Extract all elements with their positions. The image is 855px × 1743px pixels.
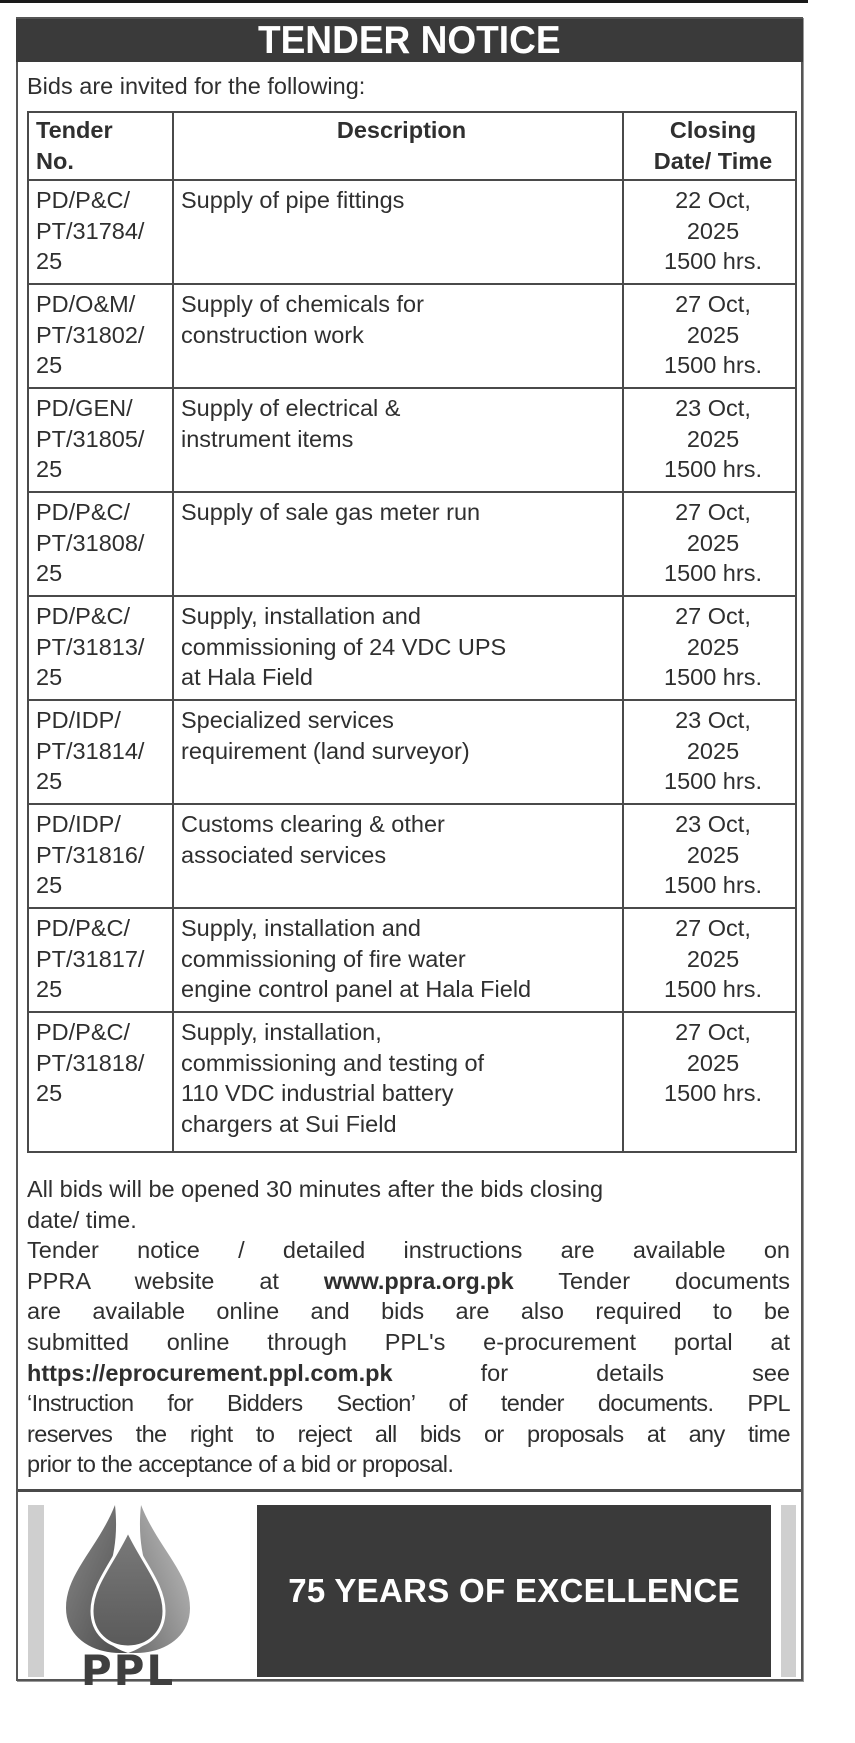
closing-date-cell — [623, 284, 796, 388]
opening-note-line: date/ time. — [27, 1206, 137, 1233]
header-tender-no — [28, 112, 173, 180]
header-closing-line: Date/ Time — [653, 147, 773, 174]
closing-date-cell — [623, 492, 796, 596]
instructions-line: reserves the right to reject all bids or proposals at any time — [27, 1420, 790, 1447]
closing-date-line: 2025 — [686, 633, 740, 660]
description-cell — [173, 1012, 623, 1152]
closing-date-line: 27 Oct, — [675, 499, 751, 525]
tender-number-line: PD/IDP/ — [36, 707, 121, 733]
description-line: requirement (land surveyor) — [181, 737, 470, 764]
tender-number-line: PT/31784/ — [36, 217, 145, 244]
table-row — [28, 492, 796, 596]
tender-number-line: PD/P&C/ — [36, 499, 131, 525]
header-tender-no-line: Tender — [36, 117, 113, 143]
description-line: 110 VDC industrial battery — [181, 1080, 454, 1106]
tender-number-line: 25 — [36, 872, 63, 898]
header-description-line: Description — [336, 117, 467, 143]
description-cell — [173, 180, 623, 284]
tender-number-line: PD/P&C/ — [36, 1019, 131, 1045]
tender-number-cell — [28, 180, 173, 284]
closing-date-line: 2025 — [686, 529, 740, 556]
tender-number-line: PD/P&C/ — [36, 187, 131, 213]
description-line: Supply, installation and — [181, 603, 421, 629]
logo-text: PPL — [80, 1651, 176, 1691]
closing-date-line: 2025 — [686, 217, 740, 244]
closing-date-cell — [623, 388, 796, 492]
tender-number-line: 25 — [36, 664, 63, 690]
anniversary-banner — [257, 1505, 771, 1677]
description-cell — [173, 388, 623, 492]
description-line: Supply of electrical & — [181, 395, 401, 421]
tender-number-line: 25 — [36, 352, 63, 378]
closing-date-line: 2025 — [686, 945, 740, 972]
closing-date-line: 2025 — [686, 737, 740, 764]
closing-date-line: 1500 hrs. — [664, 976, 762, 1002]
ppl-wordmark — [58, 1651, 198, 1691]
closing-date-line: 27 Oct, — [675, 291, 751, 317]
table-row — [28, 700, 796, 804]
tender-number-line: 25 — [36, 456, 63, 482]
description-line: Supply of pipe fittings — [181, 187, 405, 213]
closing-date-cell — [623, 1012, 796, 1152]
instructions-line — [27, 1358, 790, 1389]
tender-notice-box — [16, 17, 803, 1691]
closing-date-line: 1500 hrs. — [664, 768, 762, 794]
tender-number-line: PD/GEN/ — [36, 395, 133, 421]
description-line: at Hala Field — [181, 664, 313, 690]
tender-number-line: PT/31805/ — [36, 425, 145, 452]
eprocurement-link[interactable]: https://eprocurement.ppl.com.pk — [27, 1359, 393, 1386]
description-line: chargers at Sui Field — [181, 1110, 397, 1137]
tender-number-cell — [28, 804, 173, 908]
table-row — [28, 596, 796, 700]
tender-number-cell — [28, 700, 173, 804]
description-line: Supply, installation, — [181, 1019, 382, 1045]
tender-number-line: PD/P&C/ — [36, 603, 131, 629]
closing-date-line: 1500 hrs. — [664, 456, 762, 482]
description-line: associated services — [181, 841, 387, 868]
instructions-line: prior to the acceptance of a bid or proposal. — [27, 1451, 454, 1478]
ppl-logo — [58, 1503, 198, 1691]
tender-number-cell — [28, 596, 173, 700]
table-header-row — [28, 112, 796, 180]
description-line: engine control panel at Hala Field — [181, 976, 532, 1002]
tender-number-line: PT/31808/ — [36, 529, 145, 556]
description-line: commissioning of 24 VDC UPS — [181, 633, 507, 660]
left-grey-bar — [28, 1505, 44, 1677]
closing-date-line: 23 Oct, — [675, 811, 751, 837]
closing-date-line: 2025 — [686, 321, 740, 348]
instructions-text: for details see — [480, 1359, 790, 1386]
instructions-line — [27, 1266, 790, 1297]
page-title: TENDER NOTICE — [258, 19, 561, 62]
header-closing-date — [623, 112, 796, 180]
description-line: Specialized services — [181, 707, 394, 733]
tender-number-line: PT/31817/ — [36, 945, 145, 972]
closing-date-line: 2025 — [686, 841, 740, 868]
table-row — [28, 180, 796, 284]
tender-number-cell — [28, 388, 173, 492]
closing-date-line: 27 Oct, — [675, 1019, 751, 1045]
description-line: Supply, installation and — [181, 915, 421, 941]
tender-number-cell — [28, 1012, 173, 1152]
closing-date-line: 1500 hrs. — [664, 248, 762, 274]
right-grey-bar — [781, 1505, 796, 1677]
closing-date-line: 1500 hrs. — [664, 664, 762, 690]
header-tender-no-line: No. — [36, 147, 74, 174]
closing-date-line: 23 Oct, — [675, 707, 751, 733]
description-line: commissioning and testing of — [181, 1049, 485, 1076]
tender-number-line: 25 — [36, 768, 63, 794]
header-description — [173, 112, 623, 180]
instructions-line: Tender notice / detailed instructions are available on — [27, 1237, 790, 1264]
tender-number-line: PT/31814/ — [36, 737, 145, 764]
description-line: Supply of chemicals for — [181, 291, 424, 317]
closing-date-line: 1500 hrs. — [664, 560, 762, 586]
tender-number-cell — [28, 284, 173, 388]
description-cell — [173, 596, 623, 700]
closing-date-line: 1500 hrs. — [664, 1080, 762, 1106]
closing-date-cell — [623, 908, 796, 1012]
description-cell — [173, 908, 623, 1012]
banner-text: 75 YEARS OF EXCELLENCE — [288, 1572, 740, 1609]
section-divider — [18, 1489, 801, 1492]
tender-number-line: PT/31802/ — [36, 321, 145, 348]
table-row — [28, 1012, 796, 1152]
table-row — [28, 388, 796, 492]
description-cell — [173, 804, 623, 908]
instructions-line: are available online and bids are also required to be — [27, 1298, 790, 1325]
tender-number-line: 25 — [36, 560, 63, 586]
description-line: commissioning of fire water — [181, 945, 466, 972]
tender-number-line: PD/IDP/ — [36, 811, 121, 837]
closing-date-line: 2025 — [686, 1049, 740, 1076]
title-bar — [16, 17, 803, 62]
description-line: construction work — [181, 321, 364, 348]
table-row — [28, 804, 796, 908]
closing-date-cell — [623, 596, 796, 700]
instructions-line: ‘Instruction for Bidders Section’ of tender documents. PPL — [27, 1390, 790, 1417]
opening-note-line: All bids will be opened 30 minutes after the bids closing — [27, 1176, 604, 1202]
tender-number-line: 25 — [36, 248, 63, 274]
description-line: Customs clearing & other — [181, 811, 445, 837]
notes-block — [27, 1174, 790, 1480]
closing-date-line: 1500 hrs. — [664, 352, 762, 378]
closing-date-cell — [623, 804, 796, 908]
ppra-link[interactable]: www.ppra.org.pk — [323, 1267, 514, 1294]
description-line: instrument items — [181, 425, 354, 452]
instructions-line: submitted online through PPL's e-procurement portal at — [27, 1328, 790, 1355]
intro-text: Bids are invited for the following: — [27, 73, 366, 99]
tender-number-line: PT/31813/ — [36, 633, 145, 660]
tender-number-cell — [28, 492, 173, 596]
tender-number-line: PD/O&M/ — [36, 291, 136, 317]
tender-number-line: 25 — [36, 976, 63, 1002]
closing-date-cell — [623, 180, 796, 284]
closing-date-line: 27 Oct, — [675, 603, 751, 629]
closing-date-line: 1500 hrs. — [664, 872, 762, 898]
instructions-text: PPRA website at — [27, 1267, 279, 1294]
tender-number-line: PT/31818/ — [36, 1049, 145, 1076]
tender-number-line: PD/P&C/ — [36, 915, 131, 941]
table-row — [28, 284, 796, 388]
closing-date-line: 23 Oct, — [675, 395, 751, 421]
tender-table — [27, 111, 797, 1153]
closing-date-line: 2025 — [686, 425, 740, 452]
header-closing-line: Closing — [669, 117, 757, 143]
tender-number-line: 25 — [36, 1080, 63, 1106]
closing-date-line: 22 Oct, — [675, 187, 751, 213]
description-cell — [173, 492, 623, 596]
closing-date-cell — [623, 700, 796, 804]
tender-number-cell — [28, 908, 173, 1012]
closing-date-line: 27 Oct, — [675, 915, 751, 941]
instructions-text: Tender documents — [558, 1267, 790, 1294]
table-row — [28, 908, 796, 1012]
top-rule — [0, 0, 808, 3]
tender-number-line: PT/31816/ — [36, 841, 145, 868]
description-cell — [173, 284, 623, 388]
description-line: Supply of sale gas meter run — [181, 499, 481, 525]
description-cell — [173, 700, 623, 804]
